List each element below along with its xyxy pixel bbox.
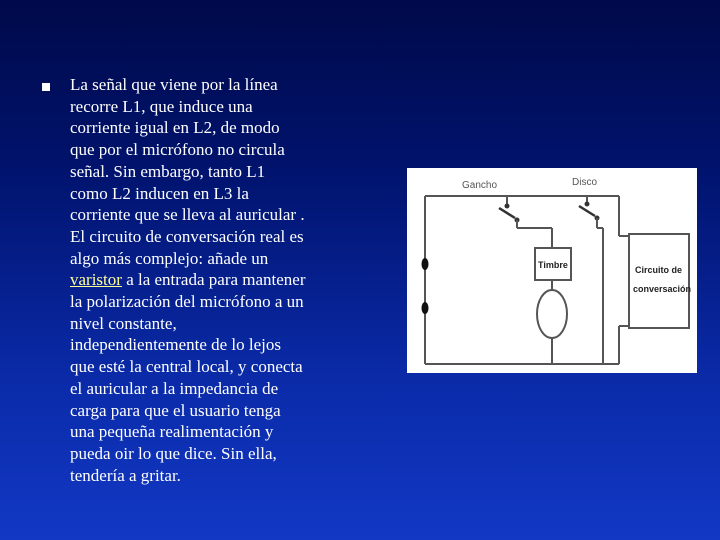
circuito-conversacion-box (629, 234, 692, 328)
label-circuito-line2: conversación (633, 284, 692, 294)
varistor-link[interactable]: varistor (70, 270, 122, 290)
label-disco: Disco (572, 177, 598, 188)
circuit-diagram (407, 168, 697, 373)
circuit-diagram-svg (407, 168, 697, 373)
label-gancho: Gancho (462, 180, 498, 191)
bullet-paragraph (70, 74, 355, 486)
dial-switch-blade (579, 206, 595, 216)
hook-switch-contact-top (505, 204, 510, 209)
hook-switch-blade (499, 208, 515, 218)
label-circuito-line1: Circuito de (635, 265, 683, 275)
terminal-top (422, 258, 429, 270)
bullet-square-icon (42, 83, 50, 91)
dial-switch-contact-top (585, 202, 590, 207)
paragraph-text-start: La señal que viene por la línea recorre L1, que induce una corriente igual en L2, de modo que por el micrófono no circula señal. Sin embargo, tanto L1 como L2 inducen en L3 la corriente que se lleva al auricular . El circuito de conversación real es algo más complejo: añade un (70, 75, 305, 268)
bell-capacitor-icon (537, 290, 567, 338)
paragraph-text-end: a la entrada para mantener la polarización del micrófono a un nivel constante, independientemente de lo lejos que esté la central local, y conecta el auricular a la impedancia de carga para que el usuario tenga una pequeña realimentación y pueda oir lo que dice. Sin ella, tendería a gritar. (70, 270, 306, 485)
label-timbre: Timbre (538, 260, 568, 270)
terminal-bottom (422, 302, 429, 314)
